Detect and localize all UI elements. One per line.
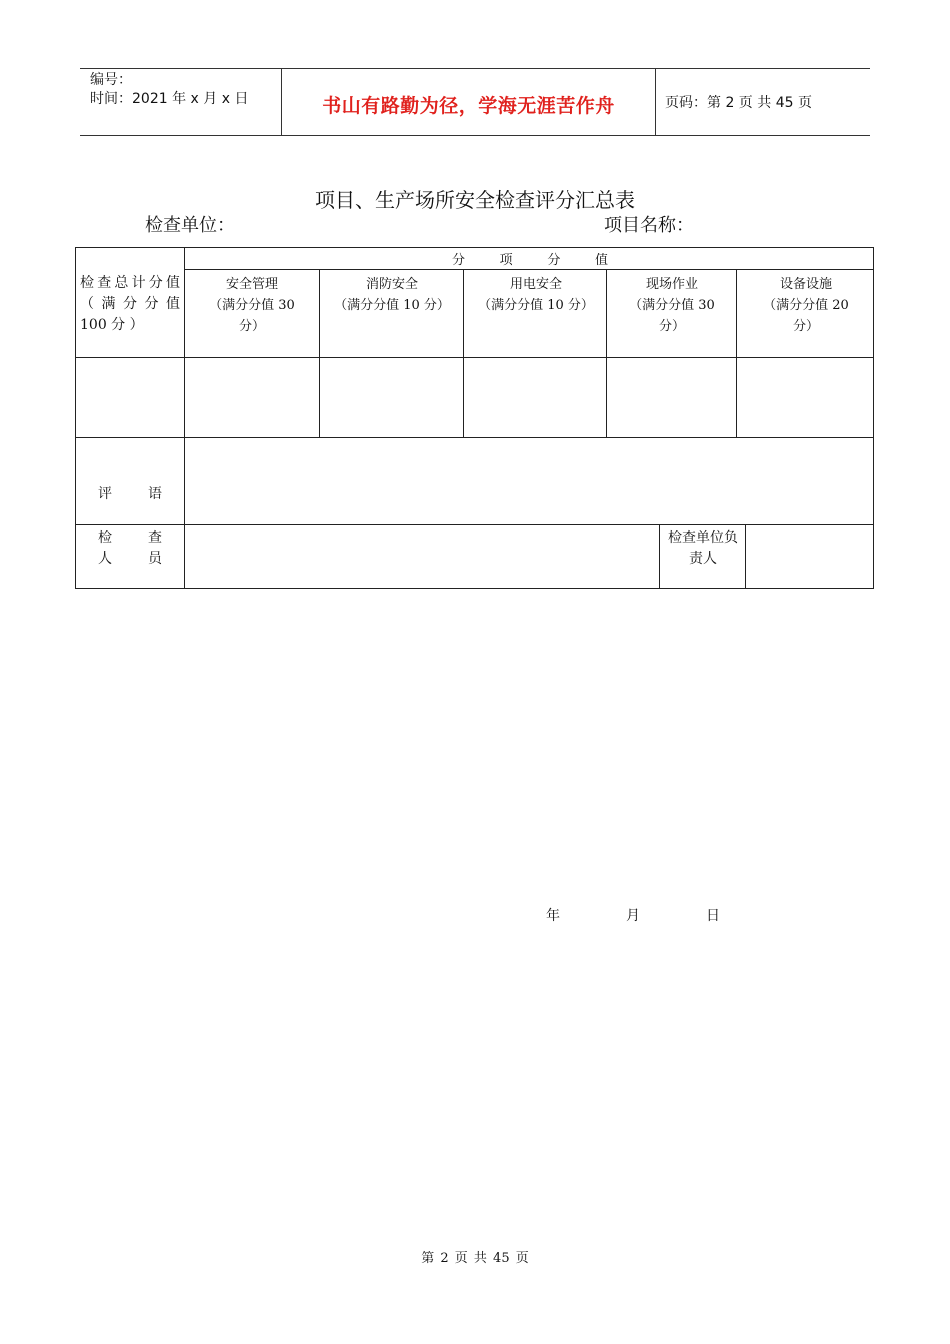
column-name: 设备设施 (779, 277, 832, 292)
column-detail: （满分分值 30 分） (209, 298, 295, 334)
inspector-label (98, 528, 162, 570)
page-title: 项目、生产场所安全检查评分汇总表 (315, 188, 635, 212)
column-name: 消防安全 (365, 277, 418, 292)
date-year: 年 (546, 908, 560, 924)
header-page-info: 页码：第 2 页 共 45 页 (665, 95, 812, 111)
column-name: 现场作业 (645, 277, 698, 292)
column-detail: （满分分值 20 分） (763, 298, 849, 334)
date-month: 月 (626, 908, 640, 924)
column-header-fire-safety (330, 274, 454, 316)
header-bottom-rule (80, 135, 870, 136)
project-name-label: 项目名称： (604, 215, 694, 236)
inspector-label-char: 员 (148, 551, 162, 567)
column-name: 安全管理 (225, 277, 278, 292)
table-border-bottom (75, 588, 874, 589)
subitems-header (452, 250, 608, 271)
subitems-header-char: 值 (594, 253, 608, 268)
column-header-electrical-safety (474, 274, 598, 316)
table-rule (75, 437, 874, 438)
column-header-equipment-facilities (760, 274, 852, 337)
page-footer: 第 2 页 共 45 页 (421, 1251, 529, 1266)
table-rule (463, 269, 464, 437)
header-motto: 书山有路勤为径，学海无涯苦作舟 (322, 95, 615, 117)
header-divider (655, 68, 656, 136)
table-border-right (873, 247, 874, 588)
header-top-rule (80, 68, 870, 69)
column-name: 用电安全 (509, 277, 562, 292)
table-border-top (75, 247, 874, 248)
inspector-label-char: 查 (148, 530, 162, 546)
subitems-header-char: 项 (499, 253, 513, 268)
subitems-header-char: 分 (452, 253, 466, 268)
doc-number-label: 编号： (90, 72, 132, 88)
column-header-site-operations (626, 274, 718, 337)
table-rule (75, 524, 874, 525)
comment-label-char: 评 (98, 486, 112, 502)
table-rule (659, 524, 660, 588)
unit-head-label: 检查单位负责人 (668, 530, 738, 567)
inspect-unit-label: 检查单位： (145, 215, 235, 236)
column-detail: （满分分值 30 分） (629, 298, 715, 334)
table-rule (606, 269, 607, 437)
total-score-label: 检查总计分值（满分分值 100 分 ） (80, 275, 180, 333)
comment-label-char: 语 (148, 486, 162, 502)
date-day: 日 (706, 908, 720, 924)
column-detail: （满分分值 10 分） (478, 298, 594, 313)
table-rule (745, 524, 746, 588)
table-border-left (75, 247, 76, 588)
comment-label (98, 484, 162, 505)
table-rule (736, 269, 737, 437)
table-rule (75, 357, 874, 358)
subitems-header-char: 分 (547, 253, 561, 268)
inspector-label-char: 检 (98, 530, 112, 546)
table-rule (184, 247, 185, 588)
column-header-safety-management (207, 274, 297, 337)
column-detail: （满分分值 10 分） (334, 298, 450, 313)
table-rule (319, 269, 320, 437)
inspector-label-char: 人 (98, 551, 112, 567)
doc-time-label: 时间：2021 年 x 月 x 日 (90, 91, 249, 107)
